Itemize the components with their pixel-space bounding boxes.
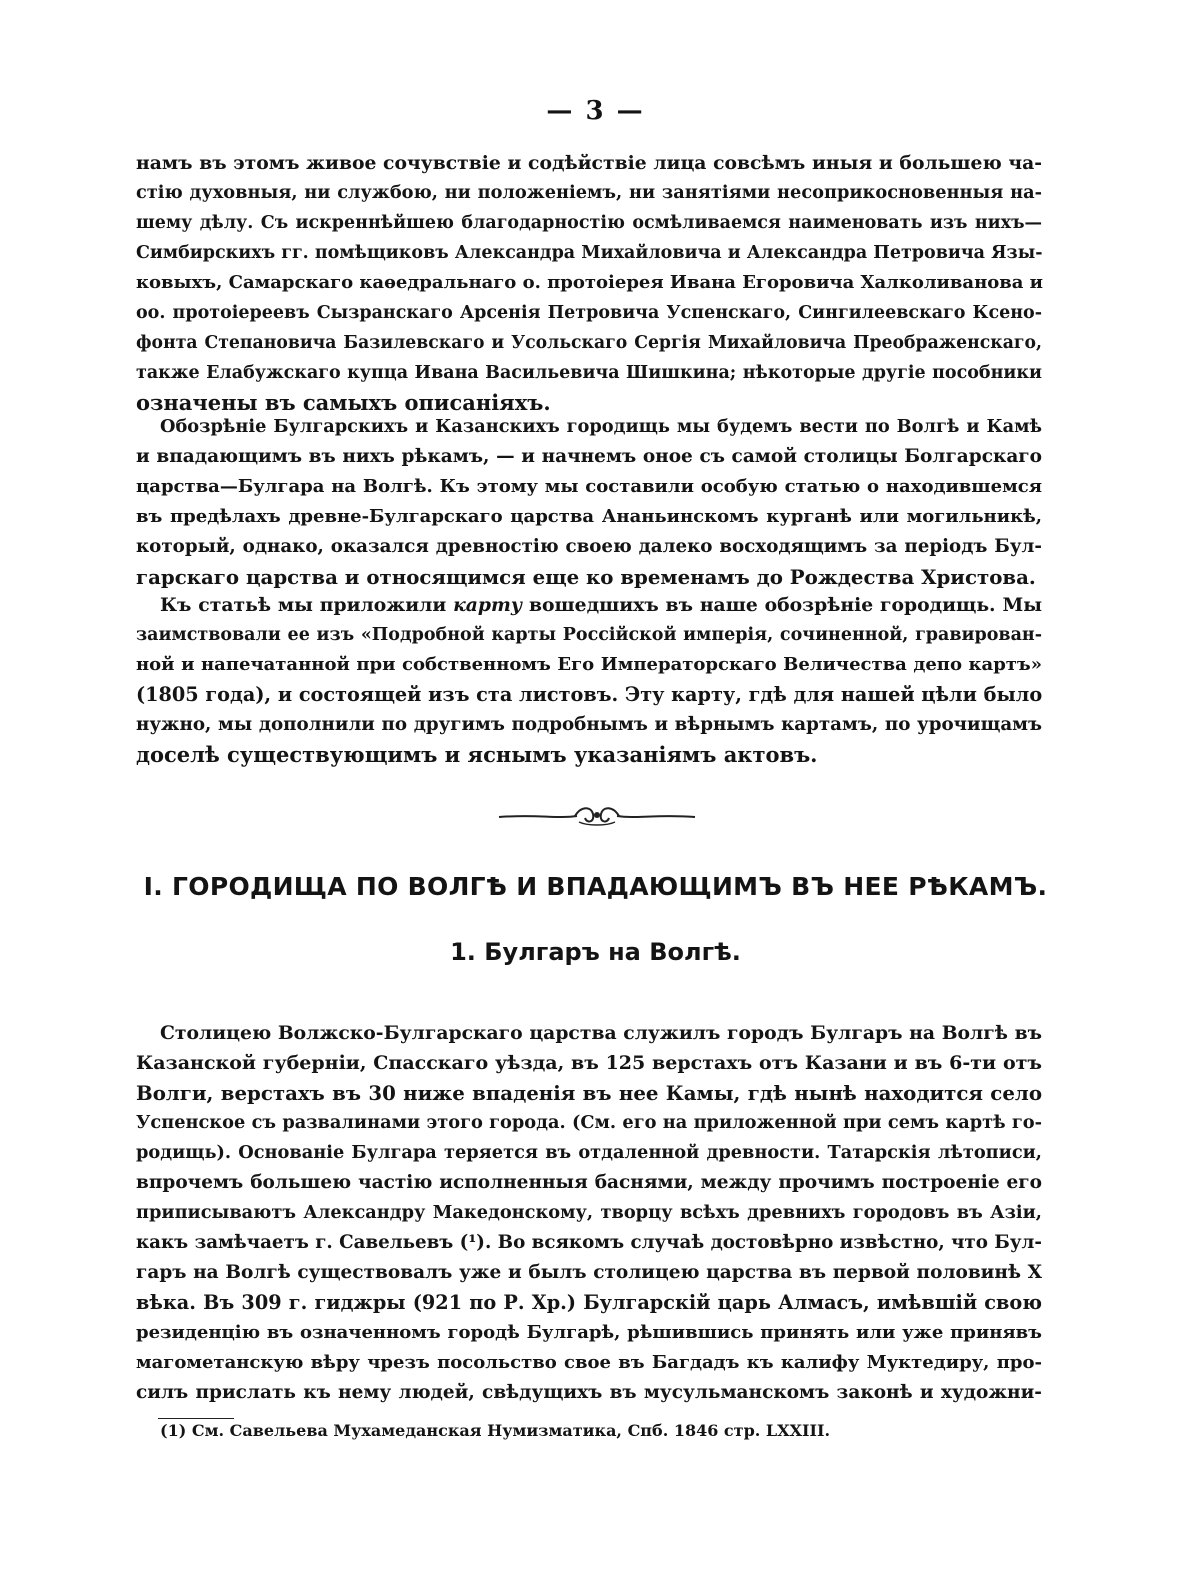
sub-heading: 1. Булгаръ на Волгѣ. xyxy=(450,938,741,966)
intro-paragraph-3 xyxy=(136,590,1042,770)
italic-word-map: карту xyxy=(453,594,523,616)
text-line: оо. протоіереевъ Сызранскаго Арсенія Петровича Успенскаго, Сингилеевскаго Ксено- xyxy=(136,303,1042,323)
text-line xyxy=(136,590,1042,620)
intro-paragraph-2 xyxy=(136,412,1042,592)
text-line: родищь). Основаніе Булгара теряется въ отдаленной древности. Татарскія лѣтописи, xyxy=(136,1142,1042,1163)
text-line: нужно, мы дополнили по другимъ подробнымъ и вѣрнымъ картамъ, по урочищамъ xyxy=(136,714,1042,735)
ornament-divider xyxy=(497,802,697,830)
text-fragment: вошедшихъ въ наше обозрѣніе городищь. Мы xyxy=(528,594,1042,616)
text-line: Успенское съ развалинами этого города. (См. его на приложенной при семъ картѣ го- xyxy=(136,1112,1042,1133)
text-line: означены въ самыхъ описаніяхъ. xyxy=(136,390,551,415)
text-line: который, однако, оказался древностію своею далеко восходящимъ за періодъ Бул- xyxy=(136,536,1042,557)
text-line: шему дѣлу. Съ искреннѣйшею благодарностію осмѣливаемся наименовать изъ нихъ— xyxy=(136,213,1042,233)
text-line: Казанской губерніи, Спасскаго уѣзда, въ 125 верстахъ отъ Казани и въ 6-ти отъ xyxy=(136,1052,1042,1074)
text-line: заимствовали ее изъ «Подробной карты Россійской имперія, сочиненной, гравирован- xyxy=(136,625,1042,645)
text-line: Волги, верстахъ въ 30 ниже впаденія въ нее Камы, гдѣ нынѣ находится село xyxy=(136,1081,1042,1105)
text-line: ковыхъ, Самарскаго каѳедральнаго о. протоіерея Ивана Егоровича Халколиванова и xyxy=(136,272,1044,293)
text-line: фонта Степановича Базилевскаго и Усольскаго Сергія Михайловича Преображенскаго, xyxy=(136,333,1042,353)
text-line: Симбирскихъ гг. помѣщиковъ Александра Михайловича и Александра Петровича Язы- xyxy=(136,243,1043,263)
text-line: гаръ на Волгѣ существовалъ уже и былъ столицею царства въ первой половинѣ X xyxy=(136,1262,1042,1283)
text-line: силъ прислать къ нему людей, свѣдущихъ въ мусульманскомъ законѣ и художни- xyxy=(136,1382,1042,1403)
text-line: гарскаго царства и относящимся еще ко временамъ до Рождества Христова. xyxy=(136,565,1036,589)
page-number: — 3 — xyxy=(546,96,645,126)
section-paragraph xyxy=(136,1018,1042,1408)
text-line: и впадающимъ въ нихъ рѣкамъ, — и начнемъ оное съ самой столицы Болгарскаго xyxy=(136,446,1042,467)
text-line: (1805 года), и состоящей изъ ста листовъ. Эту карту, гдѣ для нашей цѣли было xyxy=(136,683,1043,706)
text-line: Обозрѣніе Булгарскихъ и Казанскихъ городищь мы будемъ вести по Волгѣ и Камѣ xyxy=(160,416,1042,437)
footnote: (1) См. Савельева Мухамеданская Нумизматика, Спб. 1846 стр. LXXIII. xyxy=(160,1421,831,1440)
text-line: магометанскую вѣру чрезъ посольство свое въ Багдадъ къ калифу Муктедиру, про- xyxy=(136,1352,1042,1373)
text-fragment: Къ статьѣ мы приложили xyxy=(160,594,447,616)
text-line: царства—Булгара на Волгѣ. Къ этому мы составили особую статью о находившемся xyxy=(136,476,1042,497)
intro-paragraph-1 xyxy=(136,148,1042,418)
text-line: впрочемъ большею частію исполненныя баснями, между прочимъ построеніе его xyxy=(136,1172,1042,1193)
text-line: ной и напечатанной при собственномъ Его Императорскаго Величества депо картъ» xyxy=(136,654,1042,675)
text-line: какъ замѣчаетъ г. Савельевъ (¹). Во всякомъ случаѣ достовѣрно извѣстно, что Бул- xyxy=(136,1232,1042,1253)
text-line: стію духовныя, ни службою, ни положеніемъ, ни занятіями несоприкосновенныя на- xyxy=(136,182,1042,203)
text-line: Столицею Волжско-Булгарскаго царства служилъ городъ Булгаръ на Волгѣ въ xyxy=(160,1022,1042,1044)
text-line: вѣка. Въ 309 г. гиджры (921 по Р. Хр.) Булгарскій царь Алмасъ, имѣвшій свою xyxy=(136,1291,1042,1314)
section-heading: I. ГОРОДИЩА ПО ВОЛГѢ И ВПАДАЮЩИМЪ ВЪ НЕЕ РѢКАМЪ. xyxy=(143,872,1048,901)
text-line: въ предѣлахъ древне-Булгарскаго царства Ананьинскомъ курганѣ или могильникѣ, xyxy=(136,506,1042,527)
text-line: доселѣ существующимъ и яснымъ указаніямъ актовъ. xyxy=(136,742,818,767)
text-line: резиденцію въ означенномъ городѣ Булгарѣ, рѣшившись принять или уже принявъ xyxy=(136,1322,1042,1343)
text-line: приписываютъ Александру Македонскому, творцу всѣхъ древнихъ городовъ въ Азіи, xyxy=(136,1202,1042,1223)
text-line: также Елабужскаго купца Ивана Васильевича Шишкина; нѣкоторые другіе пособники xyxy=(136,363,1042,383)
text-line: намъ въ этомъ живое сочувствіе и содѣйствіе лица совсѣмъ иныя и большею ча- xyxy=(136,152,1042,174)
footnote-rule xyxy=(158,1418,234,1419)
